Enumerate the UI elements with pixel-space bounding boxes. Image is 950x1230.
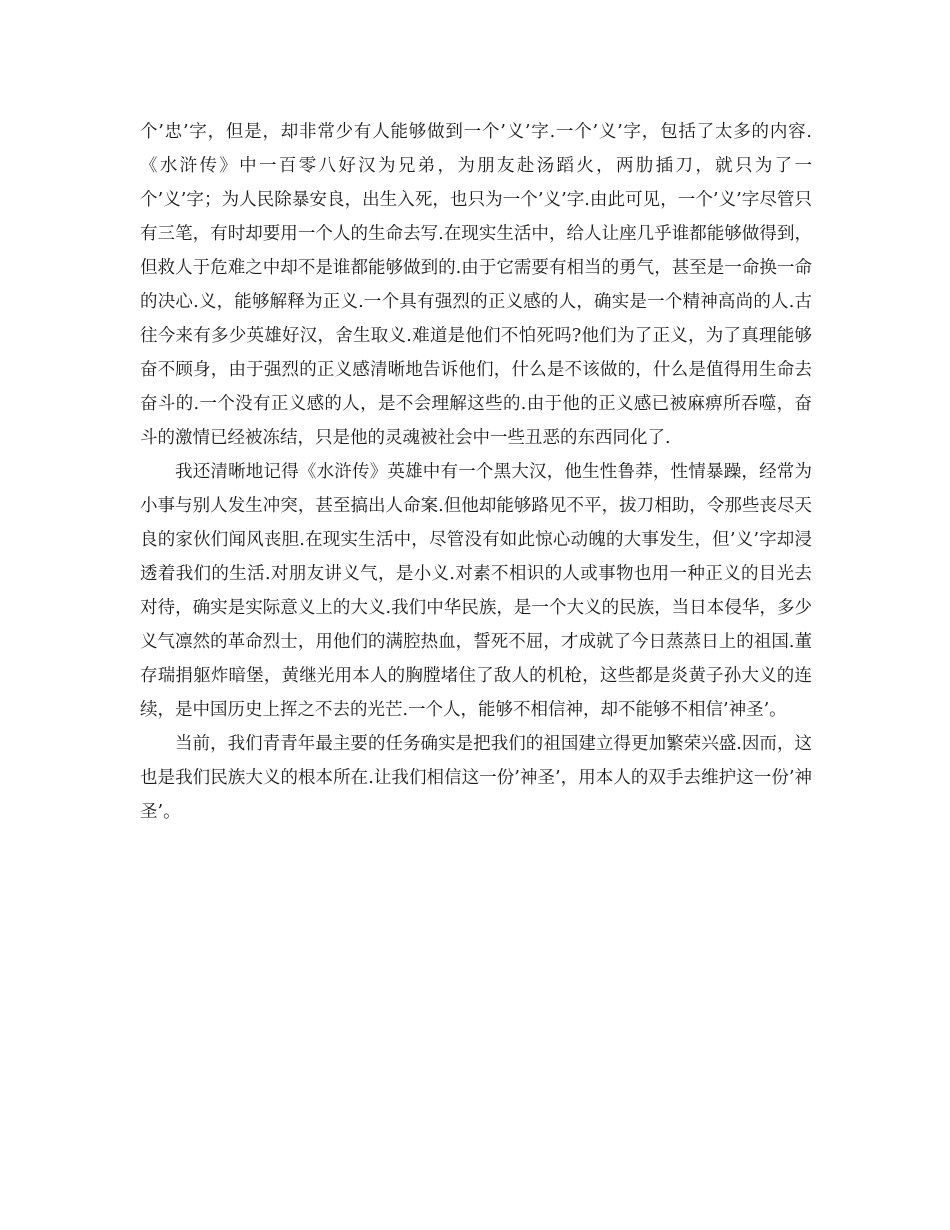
paragraph-1: 个’忠’字，但是，却非常少有人能够做到一个’义’字.一个’义’字，包括了太多的内容.《水浒传》中一百零八好汉为兄弟，为朋友赴汤蹈火，两肋插刀，就只为了一个’义’字；为人民除暴安良，出生入死，也只为一个’义’字.由此可见，一个’义’字尽管只有三笔，有时却要用一个人的生命去写.在现实生活中，给人让座几乎谁都能够做得到，但救人于危难之中却不是谁都能够做到的.由于它需要有相当的勇气，甚至是一命换一命的决心.义，能够解释为正义.一个具有强烈的正义感的人，确实是一个精神高尚的人.古往今来有多少英雄好汉，舍生取义.难道是他们不怕死吗?他们为了正义，为了真理能够奋不顾身，由于强烈的正义感清晰地告诉他们，什么是不该做的，什么是值得用生命去奋斗的.一个没有正义感的人，是不会理解这些的.由于他的正义感已被麻痹所吞噬，奋斗的激情已经被冻结，只是他的灵魂被社会中一些丑恶的东西同化了. xyxy=(140,122,812,448)
paragraph-3: 当前，我们青青年最主要的任务确实是把我们的祖国建立得更加繁荣兴盛.因而，这也是我们民族大义的根本所在.让我们相信这一份’神圣’，用本人的双手去维护这一份’神圣’。 xyxy=(140,734,812,822)
paragraph-2: 我还清晰地记得《水浒传》英雄中有一个黑大汉，他生性鲁莽，性情暴躁，经常为小事与别人发生冲突，甚至搞出人命案.但他却能够路见不平，拔刀相助，令那些丧尽天良的家伙们闻风丧胆.在现实生活中，尽管没有如此惊心动魄的大事发生，但’义’字却浸透着我们的生活.对朋友讲义气，是小义.对素不相识的人或事物也用一种正义的目光去对待，确实是实际意义上的大义.我们中华民族，是一个大义的民族，当日本侵华，多少义气凛然的革命烈士，用他们的满腔热血，誓死不屈，才成就了今日蒸蒸日上的祖国.董存瑞捐躯炸暗堡，黄继光用本人的胸膛堵住了敌人的机枪，这些都是炎黄子孙大义的连续，是中国历史上挥之不去的光芒.一个人，能够不相信神，却不能够不相信’神圣’。 xyxy=(140,462,812,720)
body-text xyxy=(140,115,812,829)
